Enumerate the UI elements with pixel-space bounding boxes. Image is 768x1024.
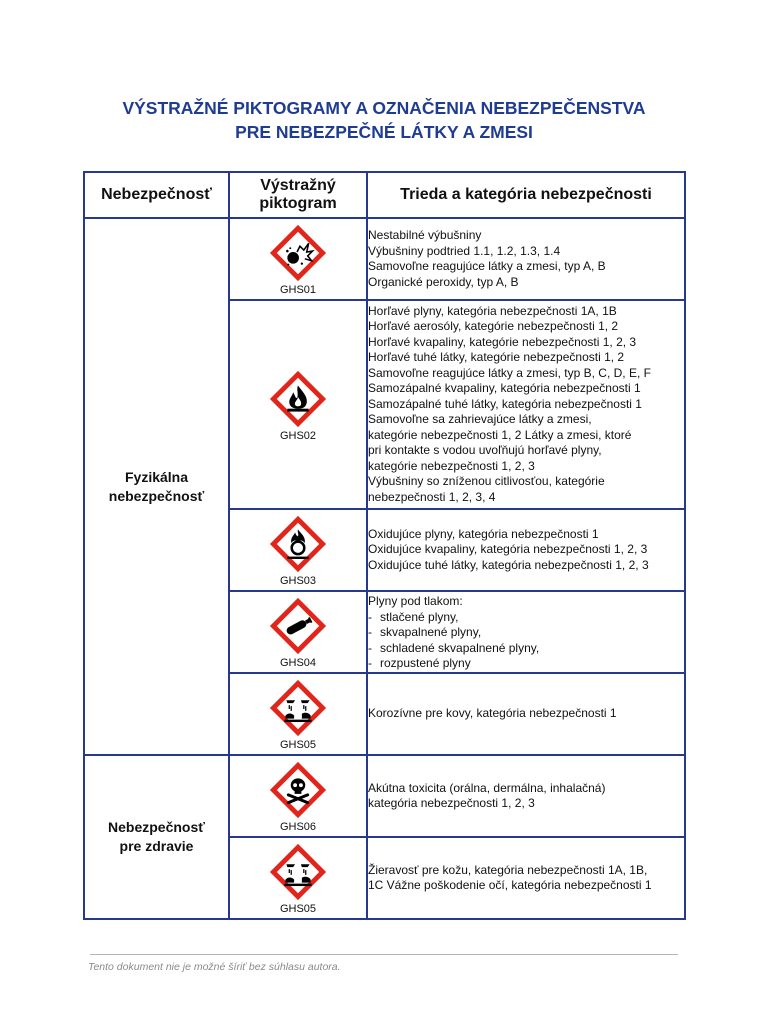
- group-health-hazard: Nebezpečnosť pre zdravie: [84, 755, 229, 919]
- pictogram-cell: [229, 755, 367, 837]
- ghs-code: GHS01: [279, 284, 317, 296]
- hazard-classes: Korozívne pre kovy, kategória nebezpečnosti 1: [367, 673, 685, 755]
- ghs-code: GHS03: [279, 575, 317, 587]
- skull-crossbones-icon: [266, 759, 330, 821]
- corrosion-icon: [266, 841, 330, 903]
- footer-divider: [90, 954, 678, 955]
- exploding-bomb-icon: [266, 222, 330, 284]
- table-row: [84, 755, 685, 837]
- hazard-classes: Nestabilné výbušniny Výbušniny podtried 1.1, 1.2, 1.3, 1.4 Samovoľne reagujúce látky a zmesi, typ A, B Organické peroxidy, typ A, B: [367, 218, 685, 300]
- title-line-2: PRE NEBEZPEČNÉ LÁTKY A ZMESI: [235, 122, 533, 142]
- flame-icon: [266, 368, 330, 430]
- hazard-classes: Horľavé plyny, kategória nebezpečnosti 1A, 1B Horľavé aerosóly, kategórie nebezpečnosti 1, 2 Horľavé kvapaliny, kategórie nebezpečnosti 1, 2, 3 Horľavé tuhé látky, kategórie nebezpečnosti 1, 2 Samovoľne reagujúce látky a zmesi, typ B, C, D, E, F Samozápalné kvapaliny, kategória nebezpečnosti 1 Samozápalné tuhé látky, kategória nebezpečnosti 1 Samovoľne sa zahrievajúce látky a zmesi, kategórie nebezpečnosti 1, 2 Látky a zmesi, ktoré pri kontakte s vodou uvoľňujú horľavé plyny, kategórie nebezpečnosti 1, 2, 3 Výbušniny so zníženou citlivosťou, kategórie nebezpečnosti 1, 2, 3, 4: [367, 300, 685, 509]
- title-line-1: VÝSTRAŽNÉ PIKTOGRAMY A OZNAČENIA NEBEZPEČENSTVA: [122, 98, 646, 118]
- ghs-code: GHS05: [279, 739, 317, 751]
- pictogram-cell: [229, 218, 367, 300]
- pictogram-cell: [229, 509, 367, 591]
- hazard-classes: Oxidujúce plyny, kategória nebezpečnosti 1 Oxidujúce kvapaliny, kategória nebezpečnosti 1, 2, 3 Oxidujúce tuhé látky, kategória nebezpečnosti 1, 2, 3: [367, 509, 685, 591]
- ghs-code: GHS06: [279, 821, 317, 833]
- header-class: Trieda a kategória nebezpečnosti: [367, 172, 685, 218]
- group-physical-hazard: Fyzikálna nebezpečnosť: [84, 218, 229, 755]
- gas-cylinder-icon: [266, 595, 330, 657]
- ghs-code: GHS04: [279, 657, 317, 669]
- footer-note: Tento dokument nie je možné šíriť bez súhlasu autora.: [88, 961, 341, 973]
- ghs-code: GHS02: [279, 429, 317, 442]
- hazard-classes: Akútna toxicita (orálna, dermálna, inhalačná) kategória nebezpečnosti 1, 2, 3: [367, 755, 685, 837]
- hazard-table: [83, 171, 686, 920]
- hazard-classes: Plyny pod tlakom: - stlačené plyny, - skvapalnené plyny, - schladené skvapalnené plyny, - rozpustené plyny: [367, 591, 685, 673]
- pictogram-cell: [229, 300, 367, 509]
- header-hazard: Nebezpečnosť: [84, 172, 229, 218]
- flame-over-circle-icon: [266, 513, 330, 575]
- pictogram-cell: [229, 837, 367, 919]
- pictogram-cell: [229, 591, 367, 673]
- header-row: [84, 172, 685, 218]
- corrosion-icon: [266, 677, 330, 739]
- ghs-code: GHS05: [279, 903, 317, 915]
- hazard-classes: Žieravosť pre kožu, kategória nebezpečnosti 1A, 1B, 1C Vážne poškodenie očí, kategória nebezpečnosti 1: [367, 837, 685, 919]
- document-title: [0, 96, 768, 144]
- table-row: [84, 218, 685, 300]
- pictogram-cell: [229, 673, 367, 755]
- header-pictogram: Výstražný piktogram: [229, 172, 367, 218]
